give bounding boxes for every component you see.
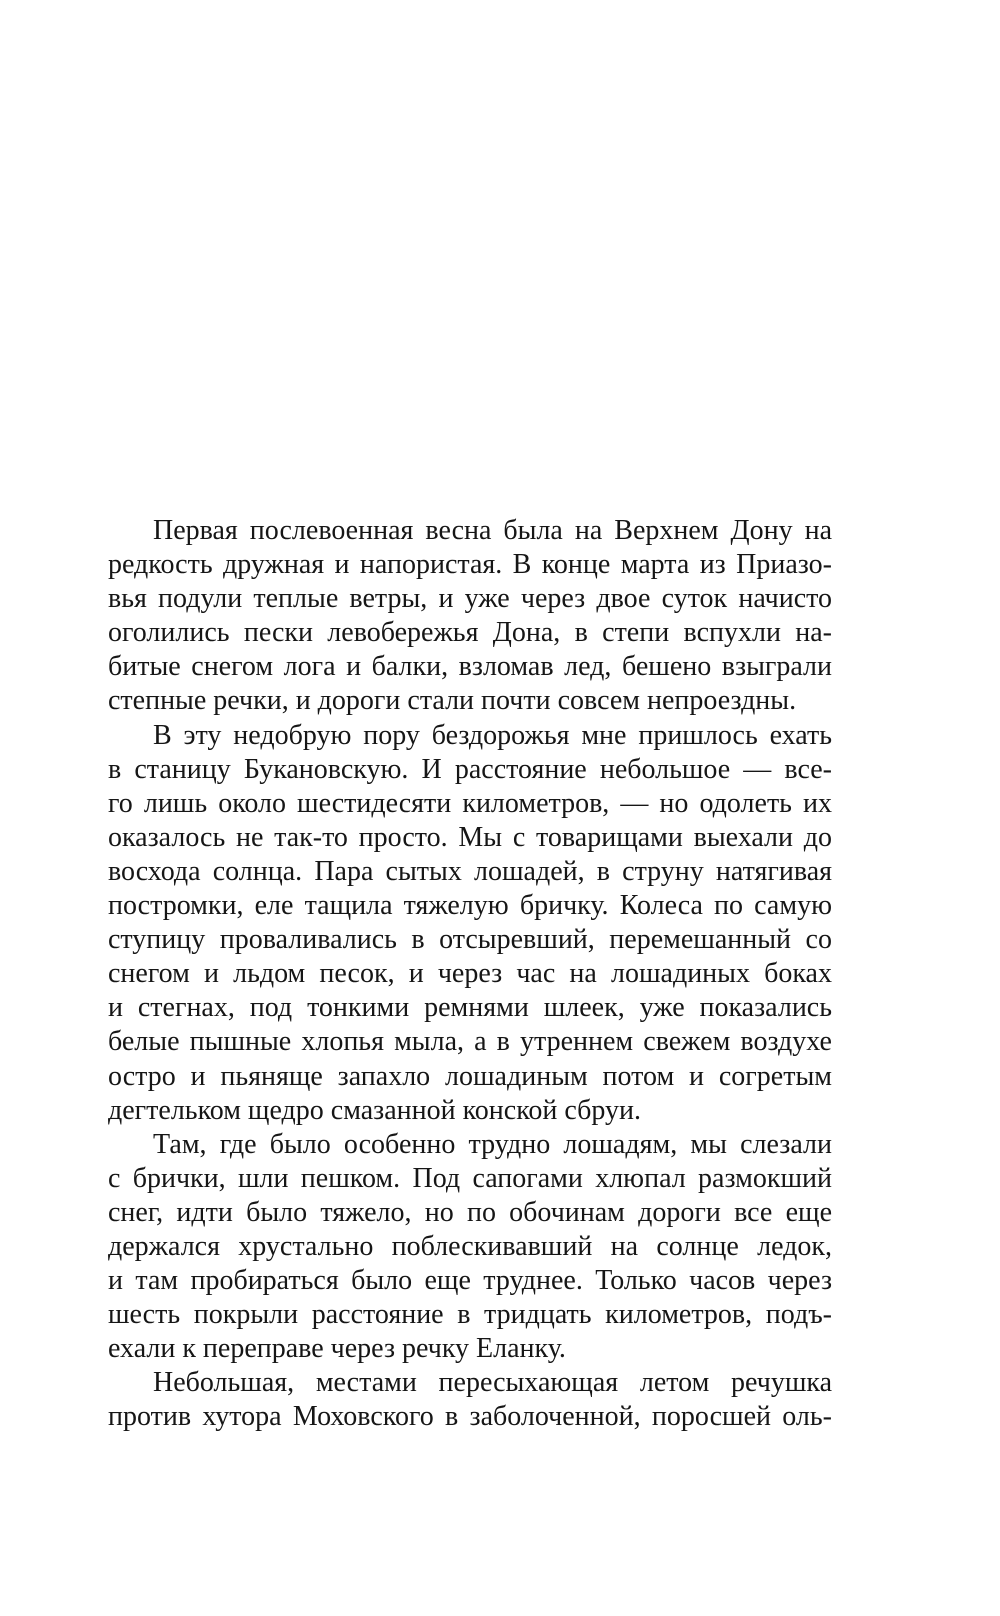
text-line: и там пробираться было еще труднее. Только часов через	[108, 1265, 832, 1297]
text-line: степные речки, и дороги стали почти совсем непроездны.	[108, 685, 797, 717]
text-line: битые снегом лога и балки, взломав лед, бешено взыграли	[108, 651, 832, 683]
text-line: Там, где было особенно трудно лошадям, мы слезали	[153, 1128, 832, 1160]
text-line: с брички, шли пешком. Под сапогами хлюпал размокший	[108, 1162, 832, 1194]
text-line: дегтельком щедро смазанной конской сбруи.	[108, 1094, 642, 1126]
body-text	[108, 514, 832, 1435]
text-line: белые пышные хлопья мыла, а в утреннем свежем воздухе	[108, 1026, 832, 1058]
text-line: снегом и льдом песок, и через час на лошадиных боках	[108, 958, 832, 990]
text-line: постромки, еле тащила тяжелую бричку. Колеса по самую	[108, 890, 832, 922]
text-line: ехали к переправе через речку Еланку.	[108, 1333, 566, 1365]
text-line: В эту недобрую пору бездорожья мне пришлось ехать	[153, 719, 832, 751]
text-line: снег, идти было тяжело, но по обочинам дороги все еще	[108, 1196, 832, 1228]
text-line: против хутора Моховского в заболоченной, поросшей оль-	[108, 1401, 832, 1433]
text-line: вья подули теплые ветры, и уже через двое суток начисто	[108, 583, 832, 615]
text-line: шесть покрыли расстояние в тридцать километров, подъ-	[108, 1299, 832, 1331]
text-line: оказалось не так-то просто. Мы с товарищами выехали до	[108, 821, 832, 853]
text-line: редкость дружная и напористая. В конце марта из Приазо-	[108, 549, 832, 581]
text-line: го лишь около шестидесяти километров, — но одолеть их	[108, 787, 832, 819]
text-line: восхода солнца. Пара сытых лошадей, в струну натягивая	[108, 855, 832, 887]
text-line: Небольшая, местами пересыхающая летом речушка	[153, 1367, 832, 1399]
text-line: Первая послевоенная весна была на Верхнем Дону на	[153, 515, 832, 546]
text-line: и стегнах, под тонкими ремнями шлеек, уже показались	[108, 992, 832, 1024]
text-line: держался хрустально поблескивавший на солнце ледок,	[108, 1230, 832, 1262]
text-line: оголились пески левобережья Дона, в степи вспухли на-	[108, 617, 832, 649]
text-line: в станицу Букановскую. И расстояние небольшое — все-	[108, 753, 832, 785]
text-line: ступицу проваливались в отсыревший, перемешанный со	[108, 924, 832, 956]
text-line: остро и пьяняще запахло лошадиным потом и согретым	[108, 1060, 832, 1092]
